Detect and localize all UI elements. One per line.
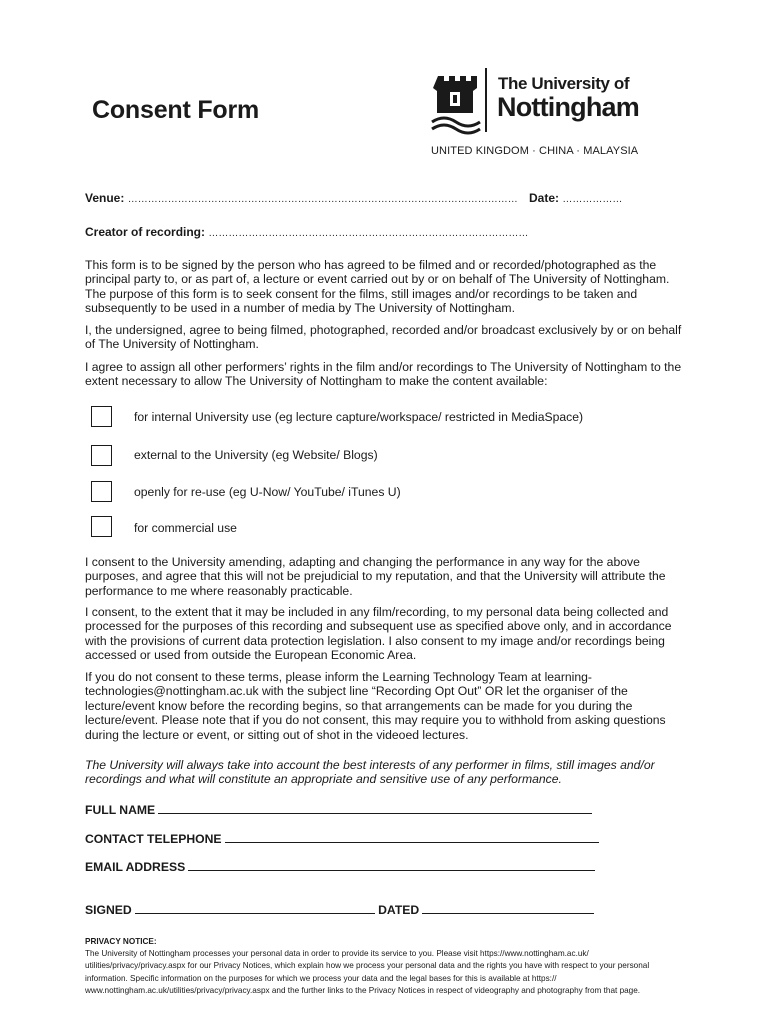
- privacy-heading: PRIVACY NOTICE:: [85, 937, 157, 946]
- creator-field[interactable]: [85, 225, 528, 239]
- venue-dots: ………………………………………………………………………………………………………: [127, 194, 518, 205]
- email-address-label: EMAIL ADDRESS: [85, 860, 186, 874]
- email-address-field[interactable]: [85, 858, 595, 874]
- full-name-input-line[interactable]: [158, 801, 592, 814]
- logo-divider: [485, 68, 487, 132]
- castle-crest-icon: [430, 70, 482, 136]
- option-internal-use-label: for internal University use (eg lecture capture/workspace/ restricted in MediaSpace): [134, 410, 584, 424]
- assign-rights-paragraph: I agree to assign all other performers’ rights in the film and/or recordings to The University of Nottingham to the extent necessary to allow The University of Nottingham to make the content available:: [85, 360, 682, 389]
- full-name-field[interactable]: [85, 801, 592, 817]
- opt-out-paragraph: If you do not consent to these terms, please inform the Learning Technology Team at learning-technologies@nottingham.ac.uk with the subject line “Recording Opt Out” OR let the organiser of the lecture/event know before the recording begins, so that arrangements can be made for you during the lecture/event. Please note that if you do not consent, this may require you to withhold from asking questions during the lecture or event, or sitting out of shot in the videoed lectures.: [85, 670, 666, 742]
- venue-label: Venue:: [85, 191, 125, 205]
- date-label: Date:: [529, 191, 560, 205]
- intro-paragraph: This form is to be signed by the person who has agreed to be filmed and or recorded/photographed as the principal party to, or as part of, a lecture or event carried out by or on behalf of The University of Nottingham. The purpose of this form is to seek consent for the films, still images and/or recordings to be taken and subsequently to be used in a number of media by The University of Nottingham.: [85, 258, 670, 316]
- creator-label: Creator of recording:: [85, 225, 206, 239]
- logo-line1: The University of: [498, 74, 630, 93]
- signed-label: SIGNED: [85, 903, 132, 917]
- amend-consent-paragraph: I consent to the University amending, adapting and changing the performance in any way for the above purposes, and agree that this will not be prejudicial to my reputation, and that the University will attribute the performance to me where reasonably practicable.: [85, 555, 666, 598]
- full-name-label: FULL NAME: [85, 803, 156, 817]
- agreement-paragraph: I, the undersigned, agree to being filmed, photographed, recorded and/or broadcast exclusively by or on behalf of The University of Nottingham.: [85, 323, 682, 352]
- dated-label: DATED: [378, 903, 420, 917]
- option-open-reuse-label: openly for re-use (eg U-Now/ YouTube/ iTunes U): [134, 485, 401, 499]
- dated-input-line[interactable]: [422, 901, 594, 914]
- data-consent-paragraph: I consent, to the extent that it may be included in any film/recording, to my personal data being collected and processed for the purposes of this recording and subsequent use as specified above only, and in accordance with the provisions of current data protection legislation. I also consent to my image and/or recordings being accessed or used from outside the European Economic Area.: [85, 605, 672, 663]
- signed-field[interactable]: [85, 901, 594, 917]
- option-external-use-label: external to the University (eg Website/ Blogs): [134, 448, 378, 462]
- contact-telephone-label: CONTACT TELEPHONE: [85, 832, 222, 846]
- contact-telephone-input-line[interactable]: [225, 830, 599, 843]
- checkbox-open-reuse[interactable]: [91, 481, 112, 502]
- checkbox-external-use[interactable]: [91, 445, 112, 466]
- logo-line2: Nottingham: [497, 92, 639, 122]
- page-title: Consent Form: [92, 96, 260, 124]
- logo-tagline: UNITED KINGDOM · CHINA · MALAYSIA: [431, 145, 639, 157]
- privacy-notice: [85, 936, 690, 997]
- signed-input-line[interactable]: [135, 901, 375, 914]
- venue-field[interactable]: [85, 191, 518, 205]
- best-interests-paragraph: The University will always take into account the best interests of any performer in films, still images and/or recordings and what will constitute an appropriate and sensitive use of any performance.: [85, 758, 655, 787]
- checkbox-commercial-use[interactable]: [91, 516, 112, 537]
- option-commercial-use-label: for commercial use: [134, 521, 237, 535]
- email-address-input-line[interactable]: [188, 858, 595, 871]
- checkbox-internal-use[interactable]: [91, 406, 112, 427]
- date-dots: ………………: [562, 194, 623, 205]
- privacy-text: The University of Nottingham processes your personal data in order to provide its service to you. Please visit https://www.nottingham.ac.uk/ utilities/privacy/privacy.aspx for our Privacy Notices, which explain how we process your personal data and the rights you have with respect to your personal information. Specific information on the purposes for which we process your data and the legal bases for this is available at https:// www.nottingham.ac.uk/utilities/privacy/privacy.aspx and the further links to the Privacy Notices in respect of videography and photography from that page.: [85, 949, 650, 995]
- creator-dots: ……………………………………………………………………………………: [208, 228, 529, 239]
- date-field[interactable]: [529, 191, 622, 205]
- contact-telephone-field[interactable]: [85, 830, 599, 846]
